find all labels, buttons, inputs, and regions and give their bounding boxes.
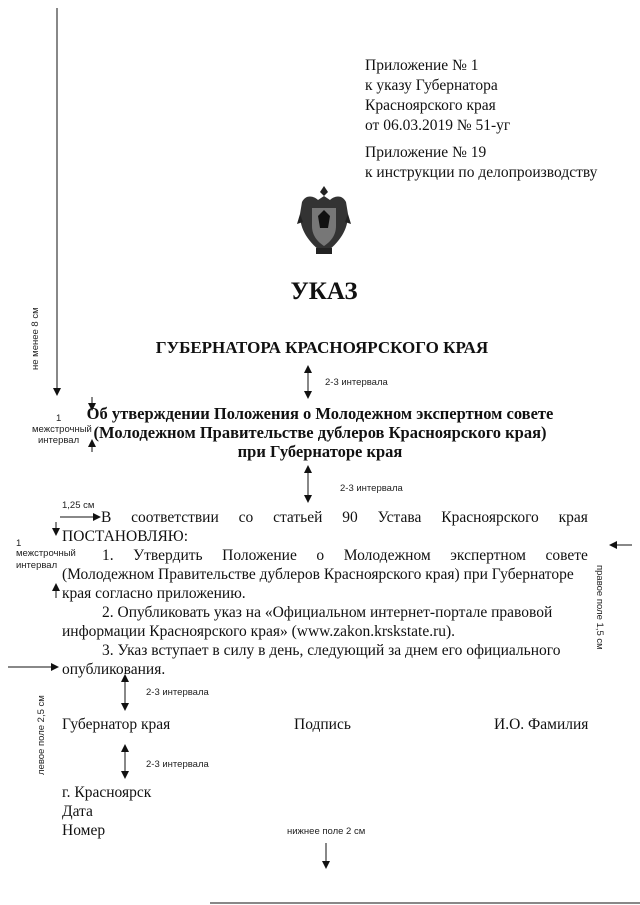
interline-label: интервал (38, 435, 80, 446)
preamble-word: Красноярского (441, 509, 539, 526)
preamble-word: соответствии (131, 509, 219, 526)
item-2-line-1: 2. Опубликовать указ на «Официальном интернет-портале правовой (102, 604, 553, 621)
coat-of-arms-emblem (296, 184, 352, 258)
right-margin-note: правое поле 1,5 см (594, 565, 605, 650)
preamble-word: со (238, 509, 254, 526)
appendix-1-block (365, 56, 510, 136)
preamble-word: В (101, 509, 112, 526)
item-3-line-1: 3. Указ вступает в силу в день, следующий за днем его официального (102, 642, 561, 659)
document-subject (0, 404, 640, 461)
appendix-1-line: к указу Губернатора (365, 77, 498, 94)
interval-note-3: 2-3 интервала (146, 687, 209, 698)
preamble-word: Устава (377, 509, 422, 526)
interval-note-2: 2-3 интервала (340, 483, 403, 494)
appendix-1-line: от 06.03.2019 № 51-уг (365, 117, 511, 134)
item-1-first-line (102, 546, 588, 565)
interline-label: межстрочный (16, 548, 76, 559)
appendix-19-block (365, 143, 597, 183)
subject-line: Об утверждении Положения о Молодежном экспертном совете (86, 404, 554, 423)
indent-note: 1,25 см (62, 500, 95, 511)
signature-sign: Подпись (294, 716, 351, 733)
bottom-margin-note: нижнее поле 2 см (287, 826, 366, 837)
document-kind: УКАЗ (290, 278, 358, 305)
item-1-word: Молодежном (343, 547, 431, 564)
footer-number: Номер (62, 822, 106, 839)
item-2-line-2: информации Красноярского края» (www.zakon.krskstate.ru). (62, 623, 456, 640)
interline-label: интервал (16, 560, 58, 571)
item-1-word: экспертном (450, 547, 526, 564)
footer-date: Дата (62, 803, 93, 820)
appendix-1-line: Красноярского края (365, 97, 496, 114)
item-1-word: о (316, 547, 325, 564)
appendix-19-line: Приложение № 19 (365, 144, 487, 161)
item-1-word: 1. (102, 547, 114, 564)
item-3-line-2: опубликования. (62, 661, 166, 678)
document-issuer: ГУБЕРНАТОРА КРАСНОЯРСКОГО КРАЯ (155, 338, 489, 357)
item-1-line-2: (Молодежном Правительстве дублеров Красноярского края) при Губернаторе (62, 566, 574, 583)
decree-word: ПОСТАНОВЛЯЮ: (62, 528, 189, 545)
preamble-word: края (558, 509, 588, 526)
top-margin-note: не менее 8 см (30, 307, 41, 370)
subject-line: при Губернаторе края (237, 442, 403, 461)
item-1-word: совете (545, 547, 588, 564)
preamble-word: 90 (342, 509, 358, 526)
footer-city: г. Красноярск (62, 784, 152, 801)
appendix-1-line: Приложение № 1 (365, 57, 479, 74)
left-margin-note: левое поле 2,5 см (36, 695, 47, 775)
appendix-19-line: к инструкции по делопроизводству (365, 164, 598, 181)
item-1-line-3: края согласно приложению. (62, 585, 246, 602)
interval-note-1: 2-3 интервала (325, 377, 388, 388)
item-1-word: Положение (222, 547, 297, 564)
interline-label: межстрочный (32, 424, 92, 435)
signature-name: И.О. Фамилия (494, 716, 589, 733)
signature-position: Губернатор края (62, 716, 171, 733)
preamble-line (101, 508, 588, 527)
interval-note-4: 2-3 интервала (146, 759, 209, 770)
subject-line: (Молодежном Правительстве дублеров Красноярского края) (93, 423, 547, 442)
interline-one: 1 (16, 538, 22, 549)
preamble-word: статьей (273, 509, 323, 526)
interline-one: 1 (56, 413, 62, 424)
item-1-word: Утвердить (133, 547, 203, 564)
